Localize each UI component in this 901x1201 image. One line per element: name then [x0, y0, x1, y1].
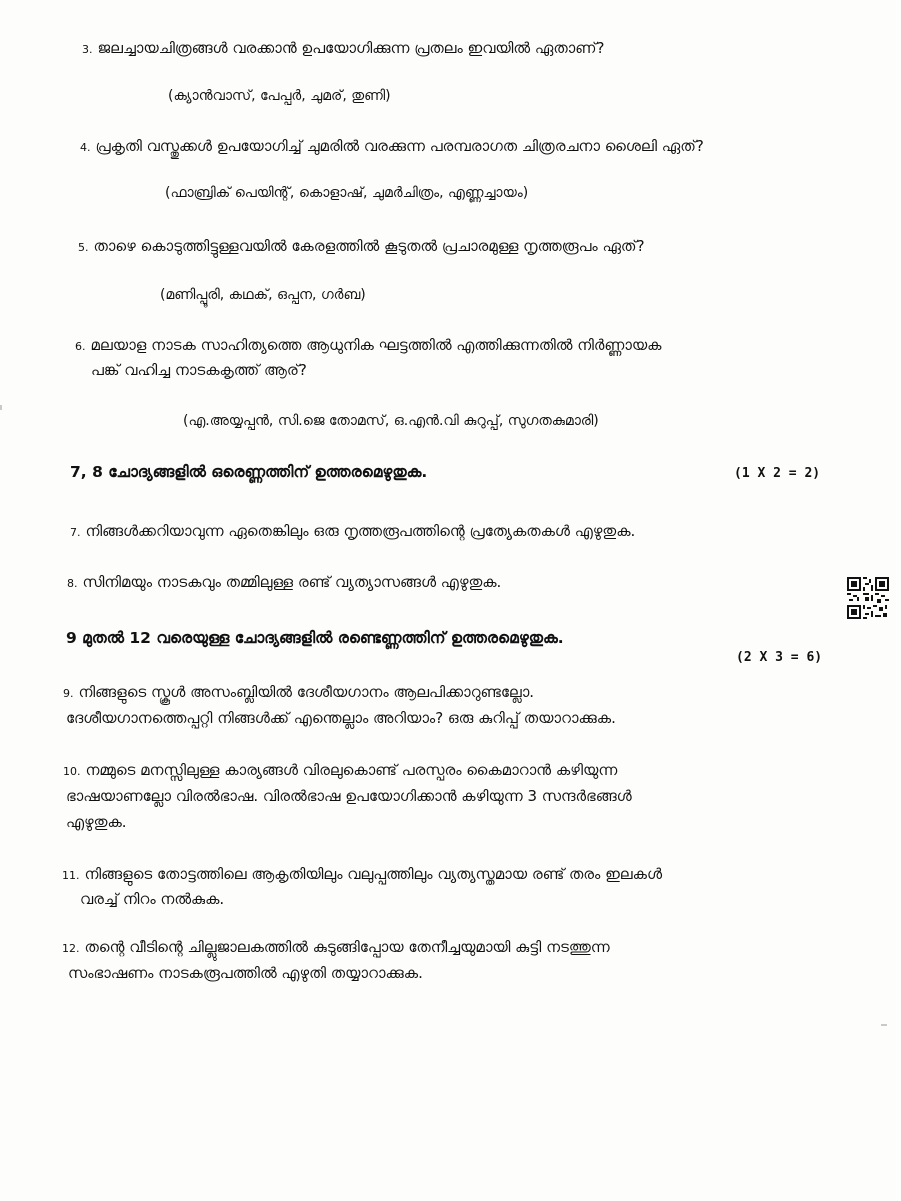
question-text-line-1: നിങ്ങളുടെ തോട്ടത്തിലെ ആകൃതിയിലും വലുപ്പത്തിലും വ്യത്യസ്തമായ രണ്ട് തരം ഇലകൾ [84, 865, 663, 883]
question-number: 12. [62, 942, 80, 955]
section-marks-7-8: (1 X 2 = 2) [734, 466, 821, 481]
question-text: ജലച്ചായചിത്രങ്ങൾ വരക്കാൻ ഉപയോഗിക്കുന്ന പ്രതലം ഇവയിൽ ഏതാണ്? [97, 39, 605, 57]
question-3-options: (ക്യാൻവാസ്, പേപ്പർ, ചുമര്, തുണി) [168, 88, 391, 104]
question-number: 3. [82, 43, 93, 56]
question-10 [63, 760, 617, 782]
question-number: 6. [75, 340, 86, 353]
question-text: താഴെ കൊടുത്തിട്ടുള്ളവയിൽ കേരളത്തിൽ കൂടുതൽ പ്രചാരമുള്ള നൃത്തരൂപം ഏത്? [93, 237, 645, 255]
question-number: 8. [67, 577, 78, 590]
question-6-options: (എ.അയ്യപ്പൻ, സി.ജെ തോമസ്, ഒ.എൻ.വി കുറുപ്പ്, സുഗതകുമാരി) [183, 413, 599, 429]
question-12 [62, 937, 610, 959]
question-text-line-1: മലയാള നാടക സാഹിത്യത്തെ ആധുനിക ഘട്ടത്തിൽ എത്തിക്കുന്നതിൽ നിർണ്ണായക [90, 336, 662, 354]
question-6-line-2: പങ്ക് വഹിച്ച നാടകകൃത്ത് ആര്? [91, 361, 307, 379]
question-4-options: (ഫാബ്രിക് പെയിന്റ്, കൊളാഷ്, ചുമർചിത്രം, എണ്ണച്ചായം) [165, 185, 529, 201]
question-3 [82, 38, 604, 60]
question-10-line-3: എഴുതുക. [66, 813, 127, 831]
question-text-line-1: നിങ്ങളുടെ സ്കൂൾ അസംബ്ലിയിൽ ദേശീയഗാനം ആലപിക്കാറുണ്ടല്ലോ. [78, 683, 535, 701]
question-7 [70, 521, 635, 543]
section-marks-9-12: (2 X 3 = 6) [736, 650, 823, 665]
question-number: 4. [80, 141, 91, 154]
question-number: 10. [63, 765, 81, 778]
question-number: 11. [62, 869, 80, 882]
question-9 [63, 682, 534, 704]
question-5 [78, 236, 645, 258]
question-9-line-2: ദേശീയഗാനത്തെപ്പറ്റി നിങ്ങൾക്ക് എന്തെല്ലാം അറിയാം? ഒരു കുറിപ്പ് തയാറാക്കുക. [66, 709, 616, 727]
question-text-line-1: തന്റെ വീടിന്റെ ചില്ലുജാലകത്തിൽ കുടുങ്ങിപ്പോയ തേനീച്ചയുമായി കുട്ടി നടത്തുന്ന [84, 938, 610, 956]
question-text: പ്രകൃതി വസ്തുക്കൾ ഉപയോഗിച്ച് ചുമരിൽ വരക്കുന്ന പരമ്പരാഗത ചിത്രരചനാ ശൈലി ഏത്? [95, 137, 704, 155]
section-heading-7-8: 7, 8 ചോദ്യങ്ങളിൽ ഒരെണ്ണത്തിന് ഉത്തരമെഴുതുക. [70, 463, 428, 481]
qr-code-icon [847, 577, 889, 619]
question-4 [80, 136, 704, 158]
question-11 [62, 864, 662, 886]
question-number: 7. [70, 526, 81, 539]
question-number: 9. [63, 687, 74, 700]
question-text-line-1: നമ്മുടെ മനസ്സിലുള്ള കാര്യങ്ങൾ വിരലുകൊണ്ട് പരസ്പരം കൈമാറാൻ കഴിയുന്ന [85, 761, 618, 779]
question-text: സിനിമയും നാടകവും തമ്മിലുള്ള രണ്ട് വ്യത്യാസങ്ങൾ എഴുതുക. [82, 573, 502, 591]
question-5-options: (മണിപ്പൂരി, കഥക്, ഒപ്പന, ഗർബ) [160, 287, 366, 303]
question-number: 5. [78, 241, 89, 254]
scan-mark [881, 1024, 887, 1026]
scan-mark [0, 405, 2, 410]
question-text: നിങ്ങൾക്കറിയാവുന്ന ഏതെങ്കിലും ഒരു നൃത്തരൂപത്തിന്റെ പ്രത്യേകതകൾ എഴുതുക. [85, 522, 636, 540]
question-12-line-2: സംഭാഷണം നാടകരൂപത്തിൽ എഴുതി തയ്യാറാക്കുക. [68, 964, 423, 982]
question-10-line-2: ഭാഷയാണല്ലോ വിരൽഭാഷ. വിരൽഭാഷ ഉപയോഗിക്കാൻ കഴിയുന്ന 3 സന്ദർഭങ്ങൾ [66, 787, 632, 805]
section-heading-9-12: 9 മുതൽ 12 വരെയുള്ള ചോദ്യങ്ങളിൽ രണ്ടെണ്ണത്തിന് ഉത്തരമെഴുതുക. [66, 629, 564, 647]
question-8 [67, 572, 501, 594]
question-6 [75, 335, 661, 357]
question-11-line-2: വരച്ച് നിറം നൽകുക. [80, 890, 225, 908]
